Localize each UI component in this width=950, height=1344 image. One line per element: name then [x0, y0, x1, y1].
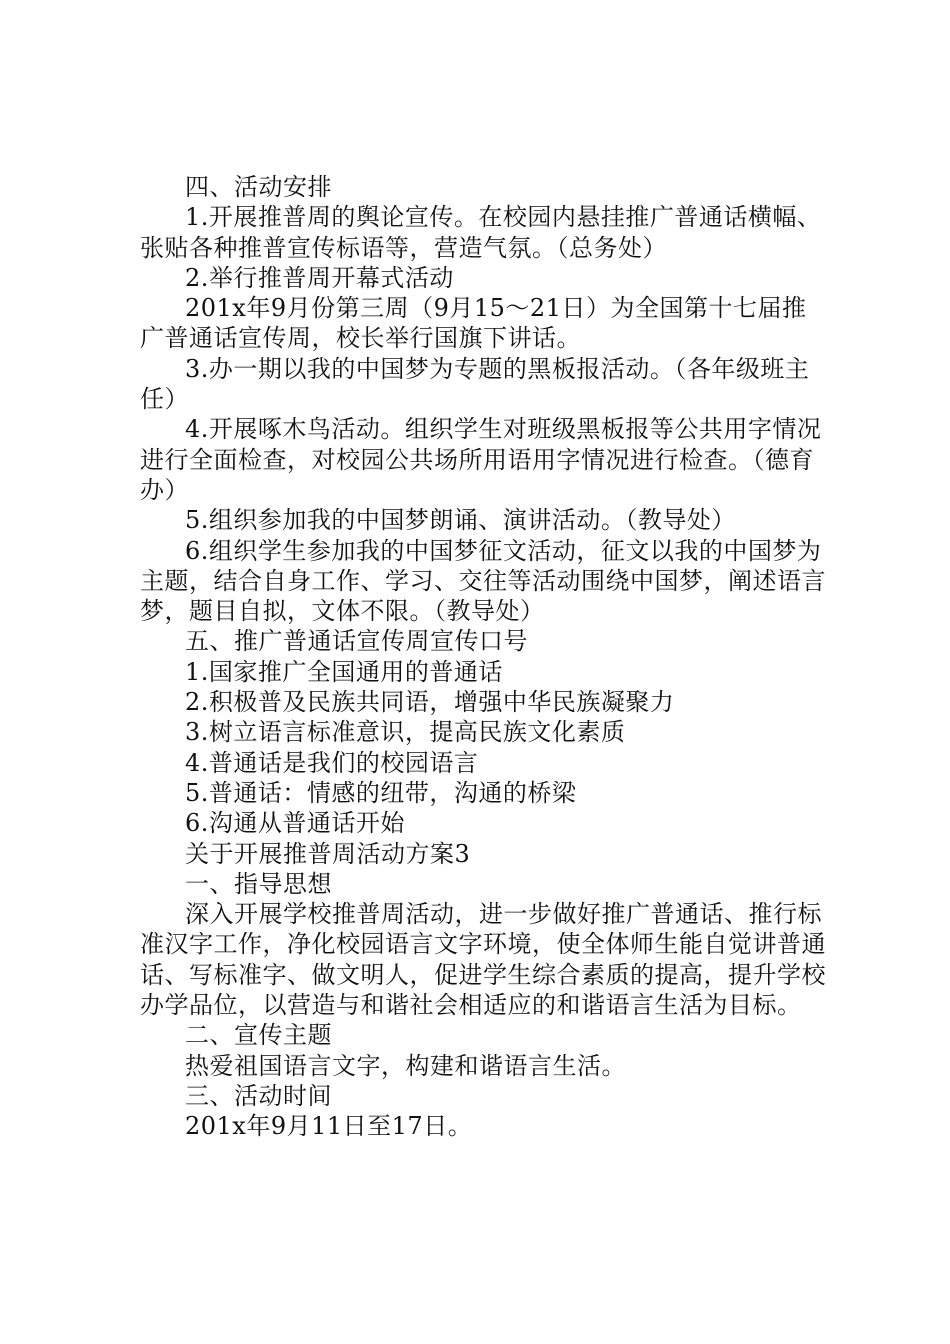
slogan-item-5: 5.普通话：情感的纽带，沟通的桥梁: [185, 778, 577, 807]
slogan-item-1: 1.国家推广全国通用的普通话: [185, 657, 503, 686]
slogan-item-4: 4.普通话是我们的校园语言: [185, 748, 479, 777]
paragraph-item-1-publicity: 1.开展推普周的舆论宣传。在校园内悬挂推广普通话横幅、张贴各种推普宣传标语等，营造气氛。（总务处）: [140, 203, 822, 262]
paragraph-item-3-blackboard: 3.办一期以我的中国梦为专题的黑板报活动。（各年级班主任）: [140, 354, 810, 414]
plan-3-title: 关于开展推普周活动方案3: [185, 839, 471, 868]
section-heading-guiding-thought: 一、指导思想: [185, 869, 332, 898]
section-heading-theme: 二、宣传主题: [185, 1021, 332, 1050]
paragraph-activity-time: 201x年9月11日至17日。: [185, 1112, 473, 1141]
paragraph-guiding-thought: 深入开展学校推普周活动，进一步做好推广普通话、推行标准汉字工作，净化校园语言文字环境，使全体师生能自觉讲普通话、写标准字、做文明人，促进学生综合素质的提高，提升学校办学品位，以营造与和谐社会相适应的和谐语言生活为目标。: [140, 900, 826, 1020]
paragraph-item-4-woodpecker: 4.开展啄木鸟活动。组织学生对班级黑板报等公共用字情况进行全面检查，对校园公共场所用语用字情况进行检查。（德育办）: [140, 415, 822, 504]
slogan-item-2: 2.积极普及民族共同语，增强中华民族凝聚力: [185, 688, 675, 717]
paragraph-item-2-opening: 2.举行推普周开幕式活动: [185, 263, 454, 292]
section-heading-activity-time: 三、活动时间: [185, 1081, 332, 1110]
section-heading-slogans: 五、推广普通话宣传周宣传口号: [185, 627, 528, 656]
paragraph-theme: 热爱祖国语言文字，构建和谐语言生活。: [185, 1051, 626, 1080]
slogan-item-3: 3.树立语言标准意识，提高民族文化素质: [185, 718, 626, 747]
paragraph-item-6-essay: 6.组织学生参加我的中国梦征文活动，征文以我的中国梦为主题，结合自身工作、学习、交往等活动围绕中国梦，阐述语言梦，题目自拟，文体不限。（教导处）: [140, 536, 826, 626]
slogan-item-6: 6.沟通从普通话开始: [185, 809, 405, 838]
paragraph-item-5-recitation: 5.组织参加我的中国梦朗诵、演讲活动。（教导处）: [185, 506, 736, 535]
paragraph-opening-date: 201x年9月份第三周（9月15～21日）为全国第十七届推广普通话宣传周，校长举行国旗下讲话。: [140, 294, 807, 353]
document-body: [140, 172, 830, 1142]
section-heading-activity-arrangement: 四、活动安排: [185, 173, 332, 201]
